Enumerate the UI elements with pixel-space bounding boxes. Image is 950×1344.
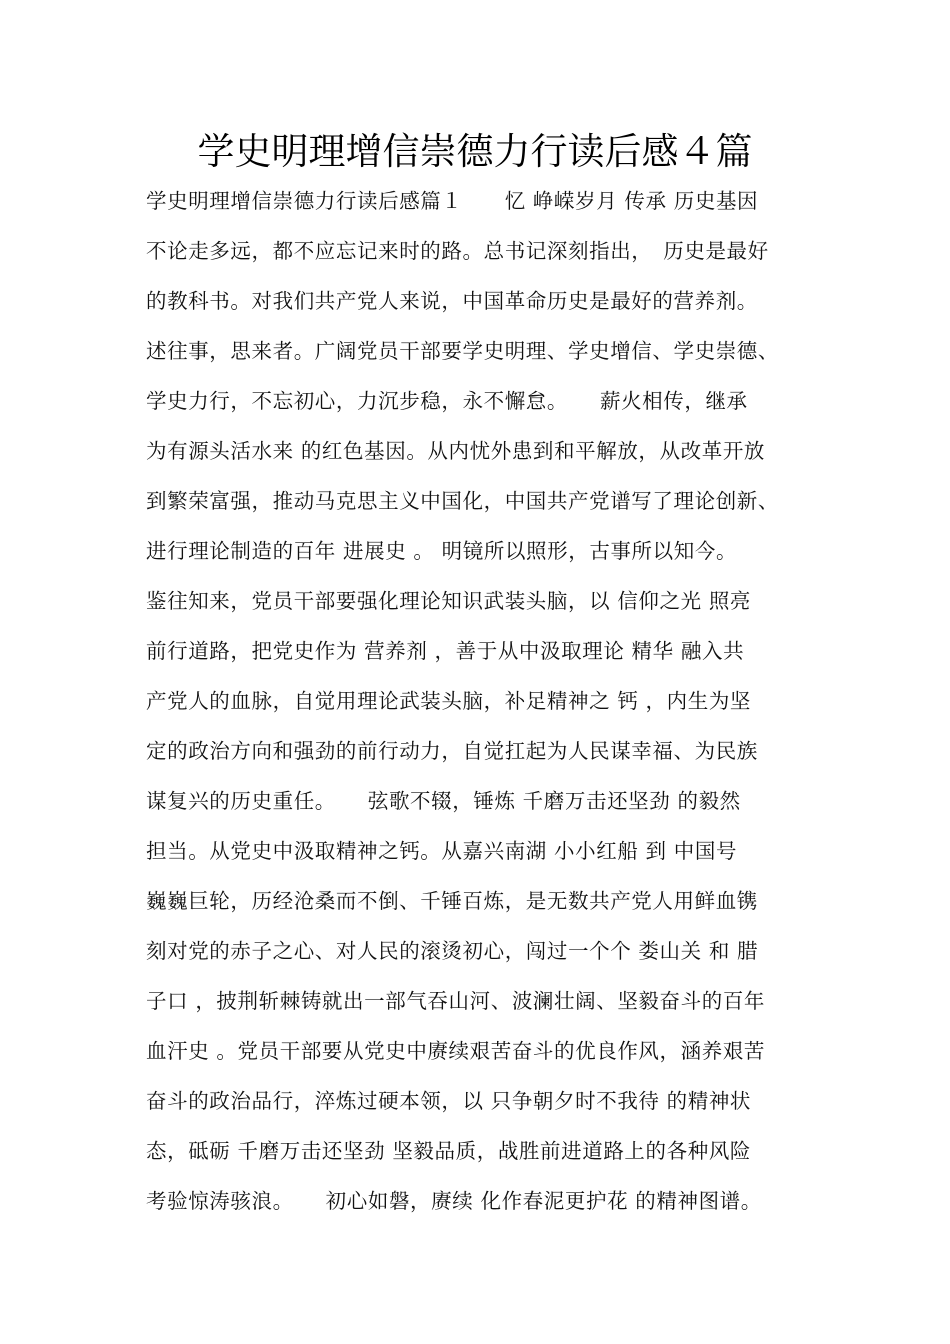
body-line: 奋斗的政治品行，淬炼过硬本领，以 只争朝夕时不我待 的精神状 xyxy=(146,1089,752,1113)
body-line: 血汗史 。党员干部要从党史中赓续艰苦奋斗的优良作风，涵养艰苦 xyxy=(146,1039,766,1063)
body-line: 谋复兴的历史重任。 弦歌不辍，锤炼 千磨万击还坚劲 的毅然 xyxy=(146,789,741,813)
body-line: 学史力行，不忘初心，力沉步稳，永不懈怠。 薪火相传，继承 xyxy=(146,389,748,413)
body-line: 子口 ，披荆斩棘铸就出一部气吞山河、波澜壮阔、坚毅奋斗的百年 xyxy=(146,989,766,1013)
body-line: 担当。从党史中汲取精神之钙。从嘉兴南湖 小小红船 到 中国号 xyxy=(146,839,738,863)
document-body xyxy=(146,182,836,1232)
body-line: 进行理论制造的百年 进展史 。 明镜所以照形，古事所以知今。 xyxy=(146,539,738,563)
body-line: 巍巍巨轮，历经沧桑而不倒、千锤百炼，是无数共产党人用鲜血镌 xyxy=(146,889,758,913)
body-line: 述往事，思来者。广阔党员干部要学史明理、学史增信、学史崇德、 xyxy=(146,339,779,363)
body-line: 产党人的血脉，自觉用理论武装头脑，补足精神之 钙 ，内生为坚 xyxy=(146,689,752,713)
body-line: 学史明理增信崇德力行读后感篇１ 忆 峥嵘岁月 传承 历史基因 xyxy=(146,189,759,213)
body-line: 不论走多远，都不应忘记来时的路。总书记深刻指出， 历史是最好 xyxy=(146,239,769,263)
body-line: 鉴往知来，党员干部要强化理论知识武装头脑，以 信仰之光 照亮 xyxy=(146,589,752,613)
body-line: 前行道路，把党史作为 营养剂 ，善于从中汲取理论 精华 融入共 xyxy=(146,639,745,663)
body-line: 为有源头活水来 的红色基因。从内忧外患到和平解放，从改革开放 xyxy=(146,439,766,463)
body-line: 态，砥砺 千磨万击还坚劲 坚毅品质，战胜前进道路上的各种风险 xyxy=(146,1139,752,1163)
body-line: 定的政治方向和强劲的前行动力，自觉扛起为人民谋幸福、为民族 xyxy=(146,739,758,763)
body-line: 刻对党的赤子之心、对人民的滚烫初心，闯过一个个 娄山关 和 腊 xyxy=(146,939,759,963)
body-line: 考验惊涛骇浪。 初心如磐，赓续 化作春泥更护花 的精神图谱。 xyxy=(146,1189,762,1213)
document-title: 学史明理增信崇德力行读后感４篇 xyxy=(197,130,753,173)
body-line: 的教科书。对我们共产党人来说，中国革命历史是最好的营养剂。 xyxy=(146,289,758,313)
body-line: 到繁荣富强，推动马克思主义中国化，中国共产党谱写了理论创新、 xyxy=(146,489,779,513)
